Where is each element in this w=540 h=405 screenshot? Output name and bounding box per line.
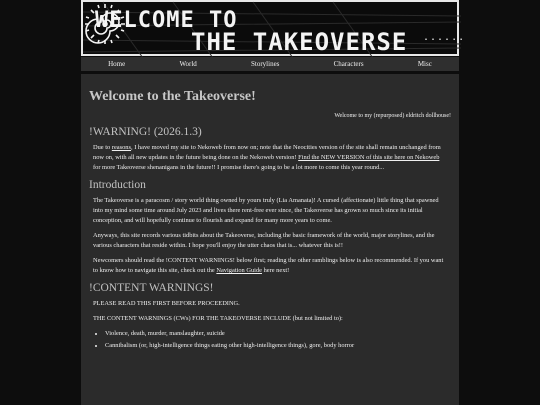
cw-paragraph-1: PLEASE READ THIS FIRST BEFORE PROCEEDING. xyxy=(93,300,240,307)
intro-heading: Introduction xyxy=(89,179,146,191)
main-nav xyxy=(81,57,459,71)
nav-item-misc[interactable]: Misc xyxy=(417,60,432,68)
main-content[interactable] xyxy=(81,74,459,405)
warning-heading: !WARNING! (2026.1.3) xyxy=(89,126,202,138)
intro-paragraph-2: Anyways, this site records various tidbits about the Takeoverse, including the basic framework of the world, major storylines, and the various characters that reside within. I hope you'll enjoy the utter chaos that is... whatever this is!! xyxy=(93,232,435,249)
intro-p3-text-1: Newcomers should read the !CONTENT WARNINGS! below first; reading the other ramblings below is also recommended. If you want to know how to navigate this site, check out the xyxy=(93,257,444,274)
warning-text-1: Due to xyxy=(93,144,112,151)
navigation-guide-link[interactable]: Navigation Guide xyxy=(216,267,262,274)
list-item: • Violence, death, murder, manslaughter, suicide xyxy=(105,329,451,339)
cw-list xyxy=(89,329,451,351)
nav-item-storylines[interactable]: Storylines xyxy=(251,60,280,68)
site-banner xyxy=(81,0,466,56)
banner-welcome-text: WELCOME TO xyxy=(95,8,238,33)
page-subtitle: Welcome to my (repurposed) eldritch dollhouse! xyxy=(334,113,451,119)
banner-dots: ...... xyxy=(423,32,466,43)
nav-item-home[interactable]: Home xyxy=(108,60,126,68)
intro-paragraph-3 xyxy=(93,256,448,276)
list-item: • Cannibalism (or, high-intelligence things eating other high-intelligence things), gore, body horror xyxy=(105,341,451,351)
banner-takeoverse-text: THE TAKEOVERSE xyxy=(191,28,408,56)
reasons-link[interactable]: reasons xyxy=(111,144,131,151)
cw-heading: !CONTENT WARNINGS! xyxy=(89,282,214,294)
page-title: Welcome to the Takeoverse! xyxy=(89,89,256,104)
nav-item-world[interactable]: World xyxy=(179,60,197,68)
nav-item-characters[interactable]: Characters xyxy=(333,60,364,68)
warning-paragraph xyxy=(93,143,448,173)
warning-text-2: , I have moved my site to Nekoweb from now on; note that the Neocities version of the site shall remain unchanged from now on, with all new updates in the future being done on the Nekoweb version! xyxy=(93,144,441,161)
nekoweb-link[interactable]: Find the NEW VERSION of this site here on Nekoweb xyxy=(298,154,440,161)
spiral-icon xyxy=(83,2,127,46)
intro-p3-text-2: here next! xyxy=(261,267,290,274)
intro-paragraph-1: The Takeoverse is a paracosm / story world thing owned by yours truly (Lia Amanata)! A cursed (affectionate) little thing that spawned into my mind some time around July 2023 and lives there rent-free ever since, the Takeoverse has grown so much since its initial conception, and will hopefully continue to flourish and expand for many more years to come. xyxy=(93,197,439,224)
warning-text-3: for more Takeoverse shenanigans in the future!! I promise there's going to be a lot more to come this year round... xyxy=(93,164,385,171)
cw-paragraph-2: THE CONTENT WARNINGS (CWs) FOR THE TAKEOVERSE INCLUDE (but not limited to): xyxy=(93,315,343,322)
